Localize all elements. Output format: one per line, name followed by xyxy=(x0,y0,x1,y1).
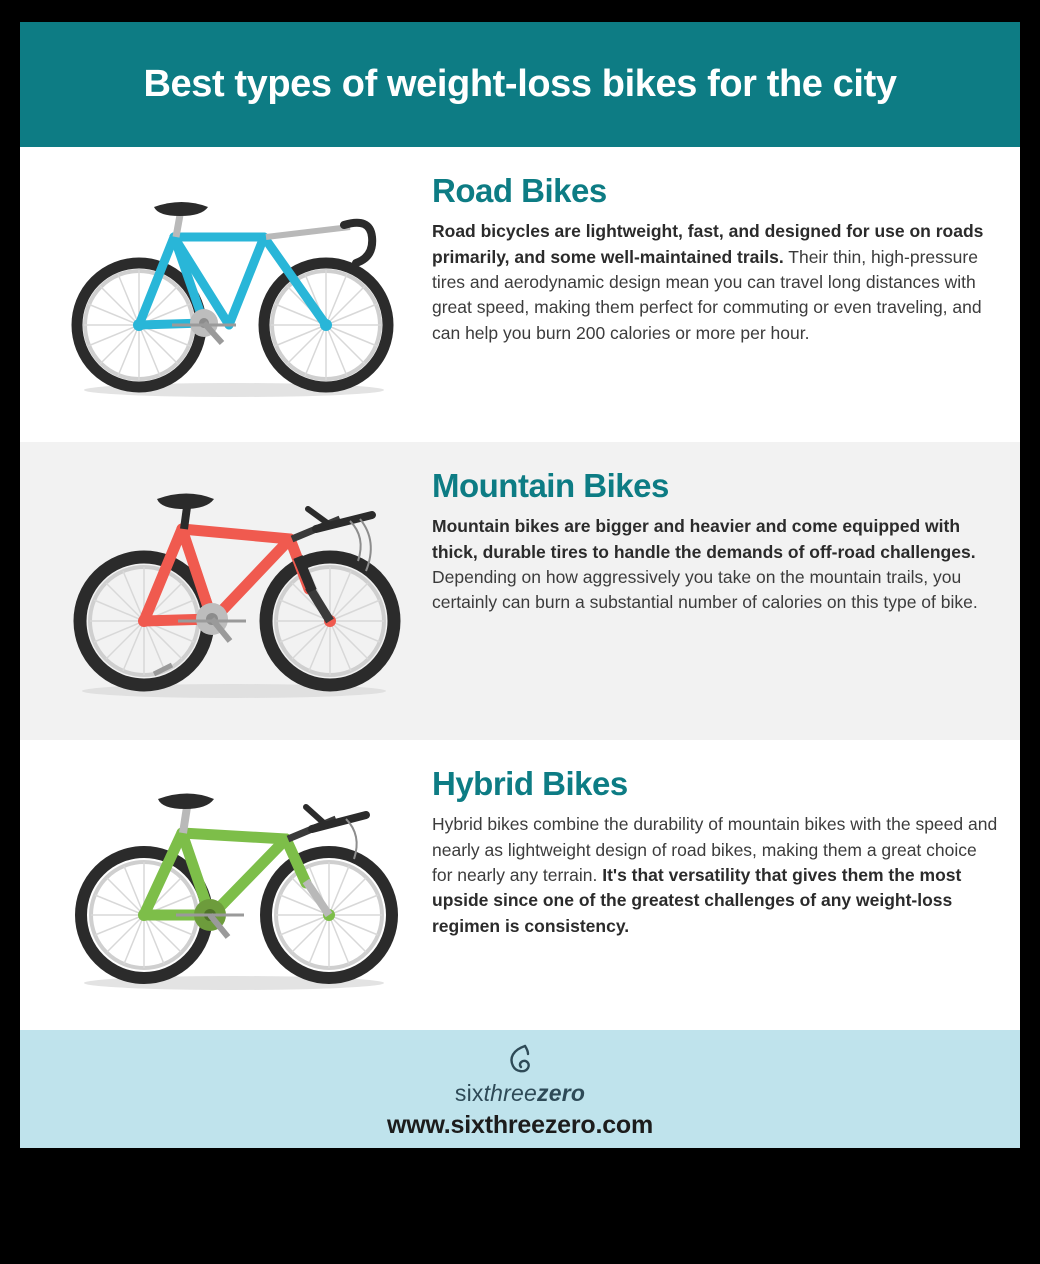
infographic-card xyxy=(20,22,1020,1148)
road-bike-illustration xyxy=(44,169,424,420)
section-mountain-bikes xyxy=(20,442,1020,740)
mountain-bikes-body xyxy=(432,514,998,616)
header-banner xyxy=(20,22,1020,147)
brand-wordmark xyxy=(455,1080,585,1107)
hybrid-bikes-title: Hybrid Bikes xyxy=(432,765,628,802)
road-bikes-lead: Road bicycles are lightweight, fast, and designed for use on roads primarily, and some well-maintained trails. xyxy=(432,221,984,267)
road-bikes-rest: Their thin, high-pressure tires and aerodynamic design mean you can travel long distances with great speed, making them perfect for commuting or even traveling, and can help you burn 200 calories or more per hour. xyxy=(432,246,982,343)
brand-part-six: six xyxy=(454,1080,484,1106)
hybrid-bikes-body xyxy=(432,812,998,939)
mountain-bike-illustration xyxy=(44,464,424,718)
hybrid-bikes-rest: Hybrid bikes combine the durability of mountain bikes with the speed and nearly as lightweight design of road bikes, making them a great choice for nearly any terrain. xyxy=(432,814,998,886)
road-bikes-title: Road Bikes xyxy=(432,172,607,209)
mountain-bikes-text xyxy=(424,464,998,616)
brand-part-three: three xyxy=(483,1080,538,1106)
hybrid-bikes-text xyxy=(424,762,998,939)
section-hybrid-bikes xyxy=(20,740,1020,1030)
page-title: Best types of weight-loss bikes for the city xyxy=(143,62,897,105)
brand-part-zero: zero xyxy=(537,1080,586,1106)
footer-brand-bar xyxy=(20,1030,1020,1148)
mountain-bikes-rest: Depending on how aggressively you take on the mountain trails, you certainly can burn a substantial number of calories on this type of bike. xyxy=(432,567,978,613)
road-bikes-text xyxy=(424,169,998,346)
website-url[interactable]: www.sixthreezero.com xyxy=(387,1111,653,1139)
sixthreezero-swirl-icon xyxy=(503,1042,537,1078)
section-road-bikes xyxy=(20,147,1020,442)
mountain-bikes-title: Mountain Bikes xyxy=(432,467,669,504)
hybrid-bike-illustration xyxy=(44,762,424,1008)
hybrid-bikes-trail: It's that versatility that gives them the most upside since one of the greatest challenges of any weight-loss regimen is consistency. xyxy=(432,865,962,936)
road-bikes-body xyxy=(432,219,998,346)
mountain-bikes-lead: Mountain bikes are bigger and heavier and come equipped with thick, durable tires to handle the demands of off-road challenges. xyxy=(432,516,976,562)
